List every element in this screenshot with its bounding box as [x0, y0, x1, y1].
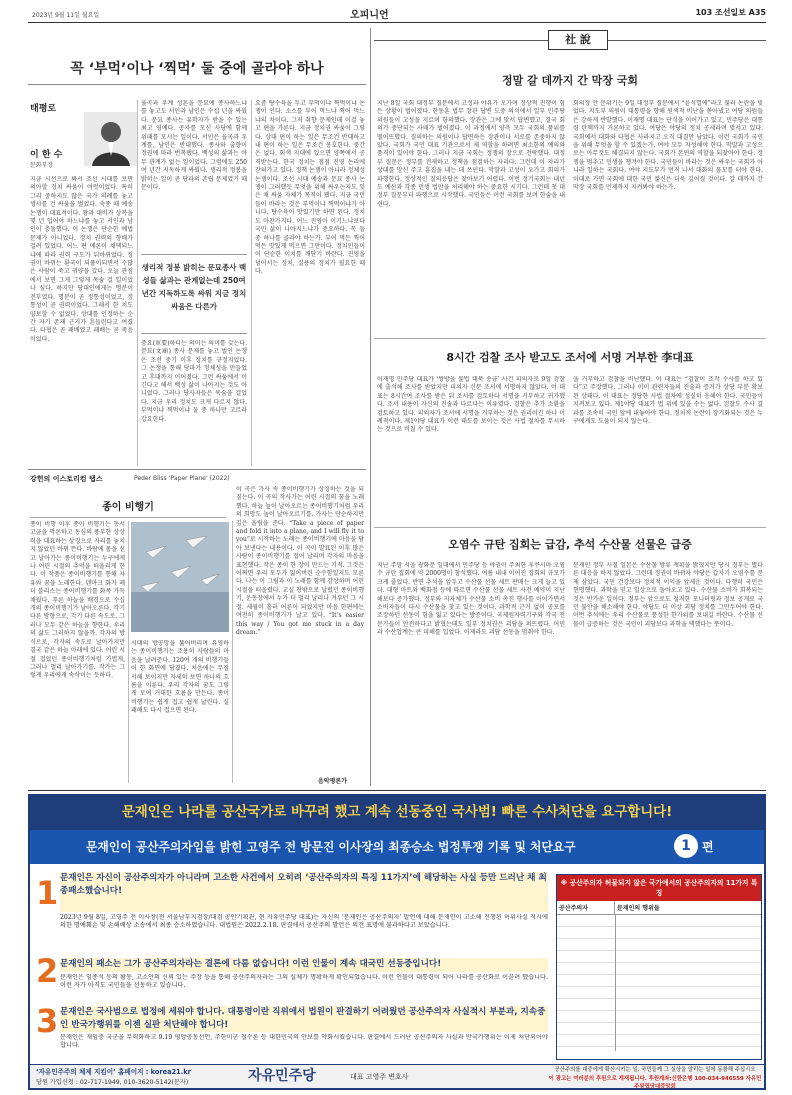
column-body-2: 율곡과 우계 성혼을 문묘에 종사하느냐를 놓고도 서인과 남인은 수십 년을 싸웠다. 문묘 종사는 유학자가 받을 수 있는 최고 영예다. 공자를 모신 사당에 함께 위패를 모시는 일이다. 서인은 율곡과 우계를, 남인은 반대했다. 종사와 출향이 정권에 따라 번복됐다. 백성의 삶과는 아무 관계가 없는 일이었다. 그럼에도 250여 년간 지독하게 싸웠다. 생리적 정봉을 밝히는 일이 곧 당파의 존립 문제였기 때문이다.	[141, 100, 247, 192]
author-title: 문화부장	[30, 162, 54, 169]
author-photo	[84, 112, 138, 166]
column2-headline: 종이 비행기	[30, 488, 226, 518]
ad-item-number: 2	[36, 952, 59, 990]
column-body-4: 요즘 탕수육을 두고 부먹이냐 찍먹이냐 논쟁이 인다. 소스를 부어 먹느냐 찍어 먹느냐의 차이다. 그저 취향 문제인데 이걸 놓고 편을 가른다. 지금 정치권 싸움이 그렇다. 상대 편이 하는 일은 무조건 반대하고 내 편이 하는 일은 무조건 옹호한다. 중간은 없다. 회색 지대에 있으면 양쪽에서 공격받는다. 한국 정치는 점점 진영 논리에 갇혀가고 있다. 정책 논쟁이 아니라 정체성 논쟁이다. 조선 시대 예송과 문묘 종사 논쟁이 그러했듯 무엇을 위해 싸우는지도 잊은 채 싸움 자체가 목적이 됐다. 지금 국민들이 바라는 것은 부먹이냐 찍먹이냐가 아니다. 탕수육이 맛있기만 하면 된다. 정치도 마찬가지다. 어느 진영이 이기느냐보다 국민 삶이 나아지느냐가 중요하다. 꼭 둘 중 하나를 골라야 하는가. 부어 먹든 찍어 먹든 맛있게 먹으면 그만이다. 정치인들이 이 단순한 이치를 깨닫기 바란다. 진영을 넘어서는 정치, 실용의 정치가 필요한 때다.	[255, 100, 365, 276]
ad-footer-party: 자유민주당	[248, 1068, 316, 1084]
ad-box-title: ※ 공산주의자 허물되지 않은 국가에서의 공산주의자의 11가지 특징	[557, 875, 761, 901]
ad-item-title: 문재인은 국사범으로 법정에 세워야 합니다. 대통령이란 직위에서 법원이 판결하기 어려웠던 공산주의자 사실적시 부분과, 지속중인 반국가행위를 이젠 실판 처단해야 합니다!	[60, 1006, 548, 1032]
painting-image	[131, 522, 229, 632]
editorial-rule	[374, 338, 766, 339]
column-divider	[137, 100, 138, 466]
pullquote	[141, 254, 247, 334]
ad-box-col-header: 공산주의자	[557, 901, 615, 914]
ad-headline-2: 문재인이 공산주의자임을 밝힌 고영주 전 방문진 이사장의 최종승소 법정투쟁 기록 및 처단요구	[86, 840, 576, 854]
editorial-headline-3: 오염수 규탄 집회는 급감, 추석 수산물 선물은 급증	[448, 538, 692, 551]
column-body-1: 지금 시선으로 봐서 조선 시대를 보면 의아할 정치 싸움이 여럿이었다. 특히 그리 중하지도 않은 국가 의례를 놓고 생사를 건 싸움을 벌였다. 숙종 때 예송 논쟁이 대표적이다. 왕과 대비가 상복을 몇 년 입어야 하느냐를 놓고 서인과 남인이 충돌했다. 이 논쟁은 단순한 예법 문제가 아니었다. 정치 권력의 향배가 걸려 있었다. 어느 편 예론이 채택되느냐에 따라 권력 구도가 뒤바뀌었다. 정권이 바뀌는 환국이 되풀이되면서 수많은 사람이 죽고 귀양을 갔다. 오늘 관점에서 보면 그게 그렇게 목숨 걸 일이었나 싶다. 하지만 당대인에게는 명분이 전부였다. 명분이 곧 정통성이었고, 정통성이 곧 권력이었다. 그래서 한 치도 양보할 수 없었다. 상대를 인정하는 순간 자기 존재 근거가 흔들린다고 여겼다. 타협은 곧 패배였고 패배는 곧 죽음이었다.	[30, 176, 133, 343]
ad-item-title: 문재인은 자신이 공산주의자가 아니라며 고소한 사건에서 오히려 ‘공산주의자의 특징 11가지’에 해당하는 사실 등만 드러난 채 최종패소했습니다!	[60, 872, 548, 912]
ad-item-body: 문재인은 재임중 국군을 무력화하고 9.19 평양공동선언, 주한미군 철수론 등 대한민국의 안보를 약화시켰습니다. 판결에서 드러난 공산주의자 사실과 반국가행위는 이제 처단되어야 합니다.	[60, 1034, 548, 1050]
editorial-2-col2: 을 거부하고 검찰을 비난했다. 이 대표는 “검찰이 조작 수사를 하고 있다”고 주장했다. 그러나 이미 관련자들의 진술과 증거가 상당 부분 확보된 상태다. 이 대표는 정당한 사법 절차에 성실히 응해야 한다. 국민들이 지켜보고 있다. 제1야당 대표가 법 위에 있을 수는 없다. 검찰도 수사 결과를 조속히 국민 앞에 내놓아야 한다. 정치적 논란이 장기화되는 것은 누구에게도 도움이 되지 않는다.	[573, 376, 763, 426]
section-title: 오피니언	[350, 10, 389, 21]
ad-badge-suffix: 편	[702, 840, 714, 854]
column2-signature: 음악평론가	[318, 778, 347, 785]
editorial-headline-1: 정말 갈 데까지 간 막장 국회	[501, 74, 639, 87]
pullquote-text: 생리적 정봉 밝히는 문묘종사 백성들 삶과는 관계없는데 250여 년간 지독하도록 싸워 지금 정치 싸움은 다른가	[141, 263, 247, 311]
editorial-headline-2: 8시간 검찰 조사 받고도 조서에 서명 거부한 李대표	[446, 351, 694, 364]
page-number: 103 조선일보 A35	[695, 8, 766, 17]
column2-sublabel: Peder Bliss ‘Paper Plane’ (2022)	[134, 475, 230, 482]
author-name: 이 한 수	[30, 150, 63, 160]
editorial-1-col2: 회의장 안 분위기는 9일 대정부 질문에서 “윤석열에”라고 불러 논란을 빚었다. 지도부 의원이 대통령을 향해 원색적 비난을 쏟아냈고 여당 의원들은 강하게 반발했다. 이재명 대표는 단식을 이어가고 있고, 민주당은 대통령 탄핵까지 거론하고 있다. 여당은 야당의 정치 공세라며 맞서고 있다. 국회에서 대화와 타협은 사라지고 오직 대결만 남았다. 이런 국회가 국민을 위해 무엇을 할 수 있겠는가. 여야 모두 자성해야 한다. 막말과 고성으로는 아무것도 해결되지 않는다. 국회가 본연의 역할을 되찾아야 한다. 정쟁을 멈추고 민생을 챙겨야 한다. 국민들이 바라는 것은 싸우는 국회가 아니라 일하는 국회다. 여야 지도부가 먼저 나서 대화의 물꼬를 터야 한다. 이대로 가면 국회에 대한 국민 불신은 더욱 깊어질 것이다. 갈 데까지 간 막장 국회를 언제까지 지켜봐야 하는가.	[573, 100, 763, 192]
editorial-rule	[374, 527, 766, 528]
ad-footer-rep: 대표 고영주 변호사	[350, 1073, 409, 1081]
ad-footer-phone: 당원 가입신청 : 02-717-1949, 010-3620-5142(문자)	[36, 1079, 189, 1086]
column-headline-rule	[28, 84, 366, 85]
editorial-1-col1: 지난 8일 국회 대정부 질문에서 고성과 야유가 오가며 정상적 진행이 힘든 상황이 벌어졌다. 한동훈 법무 장관 답변 도중 의석에서 일부 민주당 의원들이 고성을 지르며 항의했다. 장관은 그에 맞서 답변했고, 결국 회의가 중단되는 사태가 벌어졌다. 이 과정에서 양측 모두 국회의 품위를 떨어뜨렸다. 질의하는 의원이나 답변하는 장관이나 서로를 존중하지 않았다. 국회가 국민 대표 기관으로서 제 역할을 하려면 최소한의 예의와 품격이 있어야 한다. 그러나 지금 국회는 정쟁의 장으로 전락했다. 대정부 질문은 정부를 견제하고 정책을 점검하는 자리다. 그런데 이 자리가 상대를 망신 주고 흠집을 내는 데 쓰인다. 막말과 고성이 오가고 회의가 파행한다. 정상적인 질의응답은 찾아보기 어렵다. 이번 정기국회는 내년도 예산과 각종 민생 법안을 처리해야 하는 중요한 시기다. 그런데 첫 대정부 질문부터 파행으로 시작했다. 국민들은 이런 국회를 보며 한숨을 내쉰다.	[377, 100, 565, 208]
editorial-2-col1: 이재명 민주당 대표가 ‘쌍방울 불법 대북 송금’ 사건 피의자로 9일 검찰에 출석해 조사를 받았지만 피의자 신문 조서에 서명하지 않았다. 이 대표는 8시간여 조사를 받은 뒤 조서를 검토하다 서명을 거부하고 귀가했다. 조서 내용이 자신의 진술과 다르다는 이유였다. 검찰은 추가 소환을 검토하고 있다. 피의자가 조서에 서명을 거부하는 것은 권리이긴 하나 이례적이다. 제1야당 대표가 이런 태도를 보이는 것은 사법 절차를 무시하는 것으로 비칠 수 있다.	[377, 376, 565, 434]
column-divider	[128, 521, 129, 783]
ad-item-number: 3	[36, 1002, 59, 1040]
ad-top-rule	[28, 790, 766, 791]
ad-box-col-header: 문재인의 행위들	[617, 905, 660, 912]
ad-footer-donate-line: 공산주의를 대중에게 확산시키는 일, 국민들께 그 실상을 알리는 일에 동참해 주십시오	[554, 1067, 756, 1073]
ad-badge: 1	[674, 834, 698, 858]
column-divider	[232, 521, 233, 783]
ad-item-body: 문재인은 임종석 등의 활동, 고소인의 신뢰 있는 주장 등을 통해 공산주의자라는 그의 실체가 명확하게 확인되었습니다. 이런 인물이 대통령이 되어 나라를 공산화로 이끌려 했습니다. 이런 자가 아직도 국민들을 선동하고 있습니다.	[60, 974, 548, 990]
editorial-tag: 社 說	[548, 30, 608, 50]
header-rule	[28, 22, 766, 23]
editorial-3-col2: 문재인 정부 시절 일본은 수산물 방류 계획을 밝혔지만 당시 정부는 별다른 대응을 하지 않았다. 그런데 정권이 바뀌자 야당은 갑자기 오염수를 문제 삼았다. 국민 건강보다 정치적 이익을 앞세운 것이다. 다행히 국민은 현명했다. 과학을 믿고 일상으로 돌아오고 있다. 수산물 소비가 회복되는 것은 반가운 일이다. 정부는 앞으로도 철저한 모니터링과 정보 공개로 국민 불안을 해소해야 한다. 야당도 더 이상 괴담 정치를 그만두어야 한다. 이번 추석에는 우리 수산물로 풍성한 한가위를 보내길 바란다. 수산물 선물이 급증하는 것은 국민이 괴담보다 과학을 택했다는 뜻이다.	[573, 562, 763, 628]
column-body-3: 중요(重要)하다는 의미는 의미를 갖는다. 문묘(文廟) 종사 문제를 놓고 벌인 논쟁은 조선 중기 이후 정치를 규정지었다. 그 논쟁을 통해 당파가 정체성을 만들었고 후대까지 이어졌다. 그런 싸움에서 이긴다고 해서 백성 삶이 나아지는 것도 아니었다. 그러나 당사자들은 목숨을 걸었다. 지금 우리 정치도 크게 다르지 않다. 부먹이냐 찍먹이냐 둘 중 하나만 고르라 강요한다.	[141, 340, 247, 423]
ad-item-title: 문재인의 패소는 그가 공산주의자라는 결론에 다름 없습니다! 이런 인물이 계속 대국민 선동중입니다!	[60, 958, 548, 972]
ad-item-body: 2023년 9월 8일, 고영주 전 이사장(전 서울남부지검장/대검 공안기획관, 현 자유민주당 대표)는 자신의 ‘문재인은 공산주의자’ 발언에 대해 문재인이 고소해 진행된 허위사실 적시에 의한 명예훼손 및 손해배상 소송에서 최종 승소하였습니다. 대법원은 2022.2.18. 판결에서 공산주의 발언은 의견 표명에 불과하다고 보았습니다.	[60, 914, 548, 930]
ad-item-number: 1	[36, 874, 59, 912]
issue-date: 2023년 9월 11일 월요일	[32, 12, 100, 19]
column2-body-2: 시대의 방공망을 뚫어버리며 유영하는 종이비행기는 조용히 사람들의 마음을 날려준다. 120여 개의 비행기들이 한 화면에 담겼다. 처음에는 무질서해 보이지만 자세히 보면 하나의 흐름을 이룬다. 우리 각자의 꿈도 그렇게 모여 거대한 흐름을 만든다. 종이비행기는 쉽게 접고 쉽게 날린다. 실패해도 다시 접으면 된다.	[131, 640, 229, 715]
column-headline-box	[28, 30, 366, 76]
political-ad	[0, 794, 792, 1095]
ad-footer-homepage: ‘자유민주주의 체제 지킴이’ 홈페이지 : korea21.kr	[36, 1068, 191, 1076]
main-divider	[370, 28, 371, 786]
column2-body-1: 종이 비행 이후 종이 비행기는 동서고금을 막론하고 동심의 풍부한 상상력을 대표하는 상징으로 자리를 놓치지 않았던 바뀌 뜬다. 바람에 몸을 싣고 날아가는 종이비행기는 누구에게나 어린 시절의 추억을 떠올리게 한다. 이 작품은 종이비행기를 통해 자유와 꿈을 노래한다. 덴마크 화가 페더 블리스는 종이비행기를 화폭 가득 채웠다. 푸른 하늘을 배경으로 수십 개의 종이비행기가 날아오른다. 각기 다른 방향으로, 각기 다른 속도로. 그러나 모두 같은 하늘을 향한다. 우리의 삶도 그러하지 않을까. 각자의 방식으로, 각자의 속도로 날아가지만 결국 같은 하늘 아래에 있다. 어린 시절 접었던 종이비행기처럼 가볍게, 그러나 멀리 날아가기를. 작가는 그렇게 우리에게 속삭이는 듯하다.	[30, 521, 125, 680]
column2-body-3: 이 곡은 가사 속 종이비행기가 상징하는 것을 되짚는다. 이 곡의 작사가는 어린 시절의 꿈을 노래했다. 하늘 높이 날아오르는 종이비행기처럼 우리의 희망도 높이 날아오르기를. 가사는 단순하지만 깊은 울림을 준다. “Take a piece of paper and fold it into a plane, and I will fly it to you”로 시작하는 노래는 종이비행기에 마음을 담아 보낸다는 내용이다. 이 곡이 발표된 이후 많은 사람이 종이비행기를 접어 날리며 각자의 마음을 표현했다. 작은 종이 한 장이 만드는 기적. 그것은 어쩌면 우리 모두가 잃어버린 순수함일지도 모른다. 나는 이 그림과 이 노래를 함께 감상하며 어린 시절을 떠올렸다. 교실 창밖으로 날렸던 종이비행기, 운동장에서 누가 더 멀리 날리나 겨루던 그 시절. 세월이 흘러 어른이 되었지만 마음 한편에는 여전히 종이비행기가 날고 있다. “It’s easier this way / You got me stuck in a day dream.”	[236, 486, 364, 636]
column-headline: 꼭 ‘부먹’이나 ‘찍먹’ 둘 중에 골라야 하나	[70, 61, 324, 77]
editorial-3-col1: 지난 주말 서울 광화문 일대에서 민주당 등 야권이 주최한 후쿠시마 오염수 규탄 집회에 약 2000명이 참석했다. 여름 내내 이어진 집회의 규모가 크게 줄었다. 반면 추석을 앞두고 수산물 선물 세트 판매는 크게 늘고 있다. 대형 마트와 백화점 등에 따르면 수산물 선물 세트 사전 예약이 지난해보다 증가했다. 정부와 지자체가 수산물 소비 촉진 행사를 이어가면서 소비자들이 다시 수산물을 찾고 있는 것이다. 과학적 근거 없이 공포를 조장하던 선동이 힘을 잃고 있다는 방증이다. 국제원자력기구와 각국 전문가들이 안전하다고 밝혔는데도 일부 정치권은 괴담을 퍼뜨렸다. 어민과 수산업계는 큰 피해를 입었다. 이제라도 괴담 선동을 멈춰야 한다.	[377, 562, 565, 637]
column2-label: 강헌의 이스토리컴 탭스	[30, 475, 103, 483]
series-name: 태평로	[30, 104, 57, 114]
ad-headline-1: 문재인은 나라를 공산국가로 바꾸려 했고 계속 선동중인 국사범! 빠른 수사처단을 요구합니다!	[30, 796, 764, 830]
ad-footer-donate: 이 광고는 여러분의 후원으로 게재됩니다. 후원계좌:신한은행 100-034-946559 자유민주왕립당대중앙회	[548, 1076, 762, 1090]
column-divider	[251, 100, 252, 466]
section-rule	[28, 469, 366, 470]
